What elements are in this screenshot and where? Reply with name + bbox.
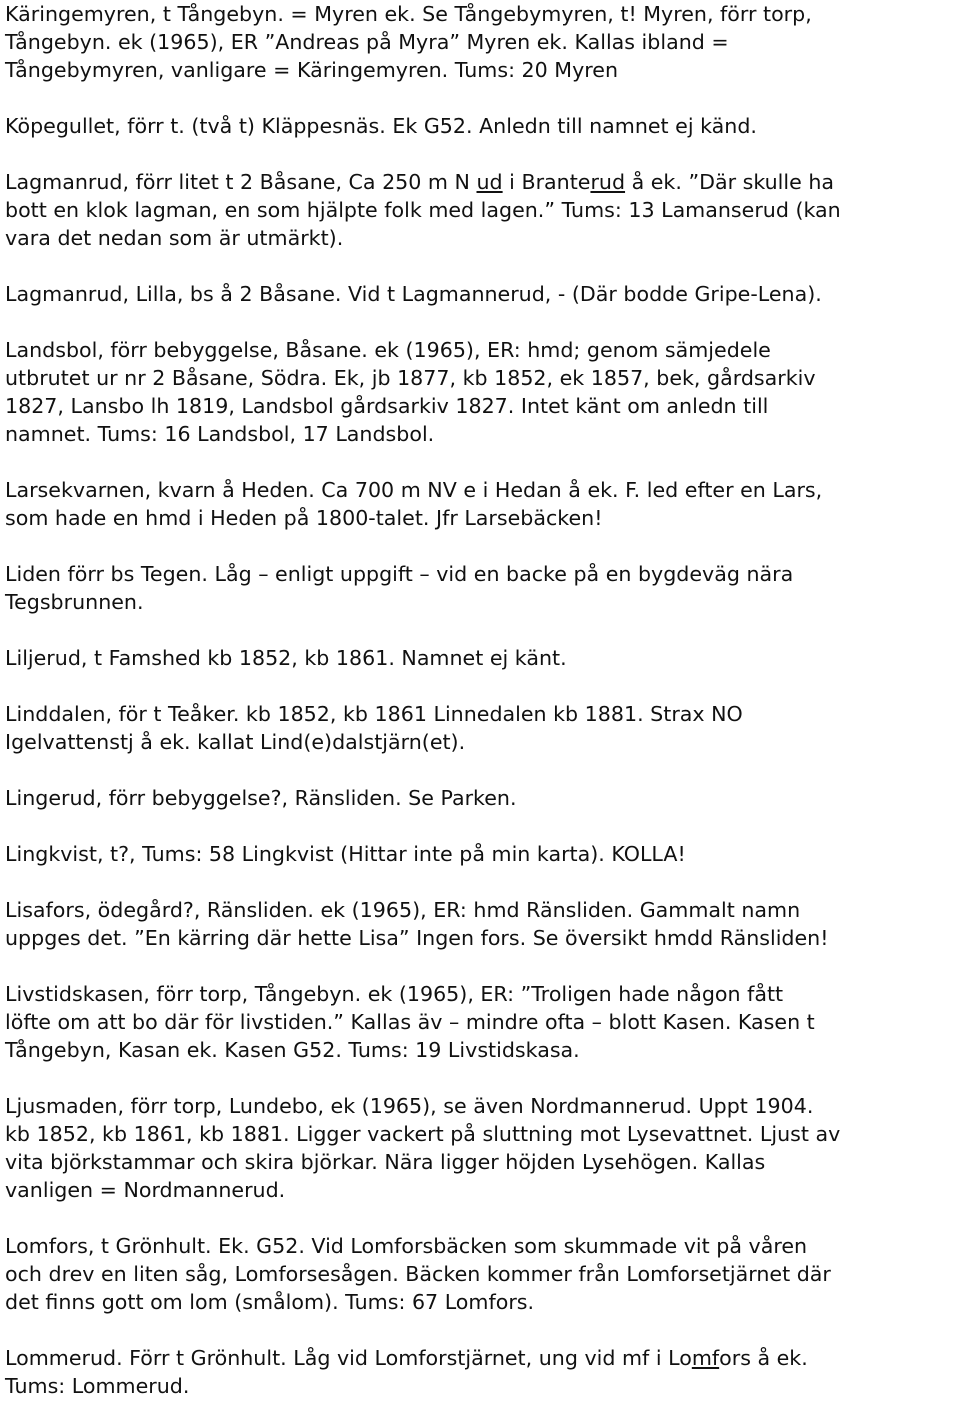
entry-lomfors (5, 1232, 960, 1316)
entry-liljerud (5, 644, 960, 672)
entry-lingkvist (5, 840, 960, 868)
entry-lingerud (5, 784, 960, 812)
entry-line: Ljusmaden, förr torp, Lundebo, ek (1965), se även Nordmannerud. Uppt 1904. (5, 1094, 814, 1118)
entry-liden (5, 560, 960, 616)
entry-line: Lingerud, förr bebyggelse?, Ränsliden. Se Parken. (5, 786, 517, 810)
entry-larsekvarnen (5, 476, 960, 532)
text-segment: ors å ek. (719, 1346, 808, 1370)
underlined-segment: ud (476, 170, 503, 194)
entry-line: vanligen = Nordmannerud. (5, 1178, 286, 1202)
text-segment: Lommerud. Förr t Grönhult. Låg vid Lomforstjärnet, ung vid mf i Lo (5, 1346, 692, 1370)
entry-line: Landsbol, förr bebyggelse, Båsane. ek (1965), ER: hmd; genom sämjedele (5, 338, 771, 362)
entry-line: Lingkvist, t?, Tums: 58 Lingkvist (Hittar inte på min karta). KOLLA! (5, 842, 686, 866)
entry-line: Larsekvarnen, kvarn å Heden. Ca 700 m NV e i Hedan å ek. F. led efter en Lars, (5, 478, 823, 502)
underlined-segment: rud (590, 170, 626, 194)
entry-line: och drev en liten såg, Lomforsesågen. Bäcken kommer från Lomforsetjärnet där (5, 1262, 831, 1286)
entry-ljusmaden (5, 1092, 960, 1204)
entry-line: Lisafors, ödegård?, Ränsliden. ek (1965), ER: hmd Ränsliden. Gammalt namn (5, 898, 801, 922)
entry-line: bott en klok lagman, en som hjälpte folk med lagen.” Tums: 13 Lamanserud (kan (5, 198, 841, 222)
entry-line: namnet. Tums: 16 Landsbol, 17 Landsbol. (5, 422, 435, 446)
underlined-segment: mf (691, 1346, 720, 1370)
entry-line: Tångebyn, Kasan ek. Kasen G52. Tums: 19 Livstidskasa. (5, 1038, 580, 1062)
entry-line: Igelvattenstj å ek. kallat Lind(e)dalstjärn(et). (5, 730, 466, 754)
entry-linddalen (5, 700, 960, 756)
text-segment: å ek. ”Där skulle ha (625, 170, 835, 194)
entry-line: Linddalen, för t Teåker. kb 1852, kb 1861 Linnedalen kb 1881. Strax NO (5, 702, 743, 726)
entry-kopegullet (5, 112, 960, 140)
entry-line: Liden förr bs Tegen. Låg – enligt uppgift – vid en backe på en bygdeväg nära (5, 562, 794, 586)
entry-line: Lagmanrud, Lilla, bs å 2 Båsane. Vid t Lagmannerud, - (Där bodde Gripe-Lena). (5, 282, 822, 306)
entry-line: löfte om att bo där för livstiden.” Kallas äv – mindre ofta – blott Kasen. Kasen t (5, 1010, 815, 1034)
entry-lisafors (5, 896, 960, 952)
entry-lagmanrud (5, 168, 960, 252)
entry-line: Lomfors, t Grönhult. Ek. G52. Vid Lomforsbäcken som skummade vit på våren (5, 1234, 808, 1258)
entry-line: uppges det. ”En kärring där hette Lisa” Ingen fors. Se översikt hmdd Ränsliden! (5, 926, 829, 950)
entry-line: utbrutet ur nr 2 Båsane, Södra. Ek, jb 1877, kb 1852, ek 1857, bek, gårdsarkiv (5, 366, 816, 390)
text-segment: i Brante (502, 170, 591, 194)
entry-lagmanrud-lilla (5, 280, 960, 308)
entry-line: som hade en hmd i Heden på 1800-talet. Jfr Larsebäcken! (5, 506, 603, 530)
entry-line: Käringemyren, t Tångebyn. = Myren ek. Se Tångebymyren, t! Myren, förr torp, (5, 2, 812, 26)
entry-line: vita björkstammar och skira björkar. Nära ligger höjden Lysehögen. Kallas (5, 1150, 766, 1174)
entry-line (5, 1344, 960, 1372)
entry-line: det finns gott om lom (smålom). Tums: 67 Lomfors. (5, 1290, 535, 1314)
entry-line: kb 1852, kb 1861, kb 1881. Ligger vackert på sluttning mot Lysevattnet. Ljust av (5, 1122, 841, 1146)
entry-landsbol (5, 336, 960, 448)
entry-line: Tegsbrunnen. (5, 590, 144, 614)
entry-line: Liljerud, t Famshed kb 1852, kb 1861. Namnet ej känt. (5, 646, 567, 670)
entry-line: Tums: Lommerud. (5, 1374, 190, 1398)
entry-line: Tångebymyren, vanligare = Käringemyren. Tums: 20 Myren (5, 58, 618, 82)
entry-karingemyren (5, 0, 960, 84)
entry-line: Köpegullet, förr t. (två t) Kläppesnäs. Ek G52. Anledn till namnet ej känd. (5, 114, 757, 138)
entry-line: vara det nedan som är utmärkt). (5, 226, 344, 250)
entry-line: Tångebyn. ek (1965), ER ”Andreas på Myra” Myren ek. Kallas ibland = (5, 30, 729, 54)
entry-lommerud (5, 1344, 960, 1400)
entry-livstidskasen (5, 980, 960, 1064)
entry-line: 1827, Lansbo lh 1819, Landsbol gårdsarkiv 1827. Intet känt om anledn till (5, 394, 769, 418)
text-segment: Lagmanrud, förr litet t 2 Båsane, Ca 250 m N (5, 170, 477, 194)
entry-line: Livstidskasen, förr torp, Tångebyn. ek (1965), ER: ”Troligen hade någon fått (5, 982, 784, 1006)
entry-line (5, 168, 960, 196)
